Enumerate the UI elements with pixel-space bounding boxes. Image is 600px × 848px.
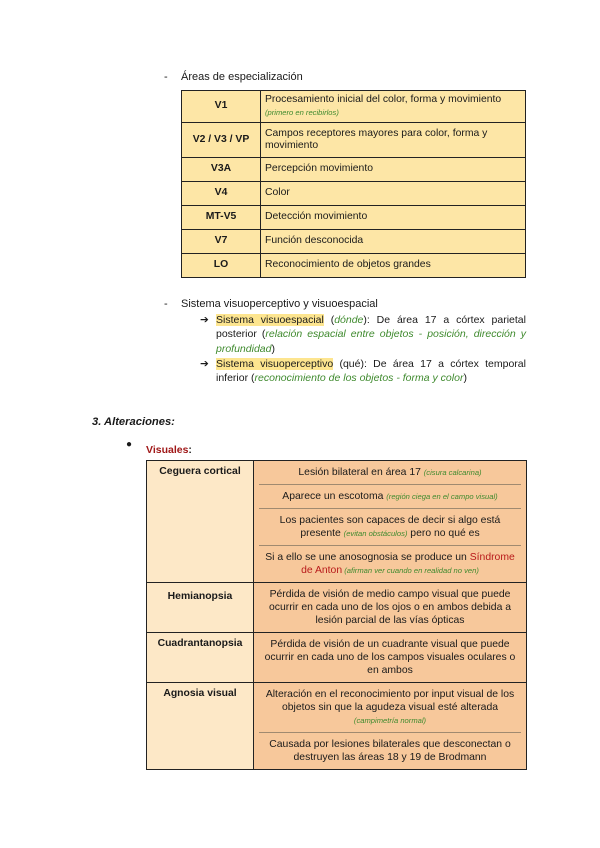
item-detail: reconocimiento de los objetos - forma y color <box>254 372 464 385</box>
item-tail: pero no qué es <box>407 528 480 539</box>
desc-item <box>259 461 521 485</box>
table-row <box>182 123 526 158</box>
visuales-text: Visuales <box>146 444 189 456</box>
desc-item: Pérdida de visión de medio campo visual que puede ocurrir en cada uno de los ojos o en ambos debida a lesión parcial de las vías ópticas <box>268 589 512 626</box>
table-row <box>147 633 527 683</box>
sistema-item-visuoespacial <box>200 313 526 356</box>
alteracion-desc <box>254 583 527 633</box>
dash-bullet: - <box>164 71 168 83</box>
desc-cell: Percepción movimiento <box>261 158 526 182</box>
table-row <box>182 254 526 278</box>
visuales-label <box>146 440 192 458</box>
syndrome-name: Síndrome de Anton <box>301 552 515 576</box>
desc-cell: Reconocimiento de objetos grandes <box>261 254 526 278</box>
desc-item <box>259 509 521 546</box>
dash-bullet: - <box>164 298 168 310</box>
area-cell: V2 / V3 / VP <box>182 123 261 158</box>
areas-table <box>181 90 526 278</box>
arrow-icon: ➔ <box>200 358 209 370</box>
table-row <box>182 182 526 206</box>
alteracion-desc <box>254 633 527 683</box>
desc-cell: Color <box>261 182 526 206</box>
desc-item <box>259 546 521 582</box>
sistema-heading: Sistema visuoperceptivo y visuoespacial <box>181 298 378 310</box>
item-close: ) <box>271 342 275 355</box>
alteraciones-table <box>146 460 527 770</box>
term-highlight: Sistema visuoespacial <box>216 314 324 326</box>
sistema-item-visuoperceptivo <box>200 357 526 386</box>
desc-note: (primero en recibirlos) <box>265 107 339 117</box>
question-word: dónde <box>334 314 364 326</box>
area-cell: V1 <box>182 91 261 123</box>
especializacion-heading: Áreas de especialización <box>181 71 303 83</box>
area-cell: V4 <box>182 182 261 206</box>
visuales-colon: : <box>188 444 192 456</box>
desc-cell: Campos receptores mayores para color, forma y movimiento <box>261 123 526 158</box>
item-note: (evitan obstáculos) <box>343 529 408 538</box>
item-detail: relación espacial entre objetos - posición, dirección y profundidad <box>216 328 527 355</box>
alteracion-name: Ceguera cortical <box>147 461 254 583</box>
alteracion-name: Hemianopsia <box>147 583 254 633</box>
area-cell: LO <box>182 254 261 278</box>
area-cell: V7 <box>182 230 261 254</box>
area-cell: V3A <box>182 158 261 182</box>
item-note: (afirman ver cuando en realidad no ven) <box>342 566 479 575</box>
item-note: (región ciega en el campo visual) <box>386 492 498 501</box>
item-text: Los pacientes son capaces de decir si algo está presente <box>279 515 501 539</box>
alteracion-name: Cuadrantanopsia <box>147 633 254 683</box>
table-row <box>182 91 526 123</box>
item-text: : De área 17 a córtex parietal posterior ( <box>216 314 526 341</box>
alteracion-name: Agnosia visual <box>147 683 254 770</box>
desc-cell: Detección movimiento <box>261 206 526 230</box>
alteraciones-heading: 3. Alteraciones: <box>92 416 175 428</box>
table-row <box>147 683 527 770</box>
item-close: ) <box>463 372 467 385</box>
bullet-dot-icon: ● <box>126 439 133 450</box>
item-note: (cisura calcarina) <box>423 468 482 477</box>
desc-cell <box>261 91 526 123</box>
table-row <box>147 461 527 583</box>
sistema-item-text <box>216 357 526 386</box>
term-highlight: Sistema visuoperceptivo <box>216 358 334 370</box>
item-text: (qué): De área 17 a córtex temporal inferior ( <box>216 358 526 385</box>
arrow-icon: ➔ <box>200 314 209 326</box>
desc-item: Pérdida de visión de un cuadrante visual que puede ocurrir en cada uno de los campos visuales oculares o en ambos <box>264 639 516 676</box>
alteracion-desc <box>254 683 527 770</box>
desc-cell: Función desconocida <box>261 230 526 254</box>
item-note: (campimetría normal) <box>353 716 427 725</box>
table-row <box>182 158 526 182</box>
desc-item: Causada por lesiones bilaterales que desconectan o destruyen las áreas 18 y 19 de Brodmann <box>269 739 511 763</box>
sistema-item-text: Sistema visuoespacial (dónde): De área 17 a córtex parietal posterior (relación espacial entre objetos - posición, dirección y profundidad) <box>216 314 527 355</box>
desc-item <box>259 485 521 509</box>
desc-item <box>259 683 521 733</box>
item-text: Aparece un escotoma <box>282 491 387 502</box>
area-cell: MT-V5 <box>182 206 261 230</box>
item-text: Lesión bilateral en área 17 <box>298 467 424 478</box>
table-row <box>147 583 527 633</box>
item-text: Si a ello se une anosognosia se produce un <box>265 552 470 563</box>
desc-text: Procesamiento inicial del color, forma y movimiento <box>265 94 502 105</box>
item-text: Alteración en el reconocimiento por input visual de los objetos sin que la agudeza visual esté alterada <box>265 689 515 713</box>
table-row <box>182 230 526 254</box>
alteracion-desc <box>254 461 527 583</box>
table-row <box>182 206 526 230</box>
